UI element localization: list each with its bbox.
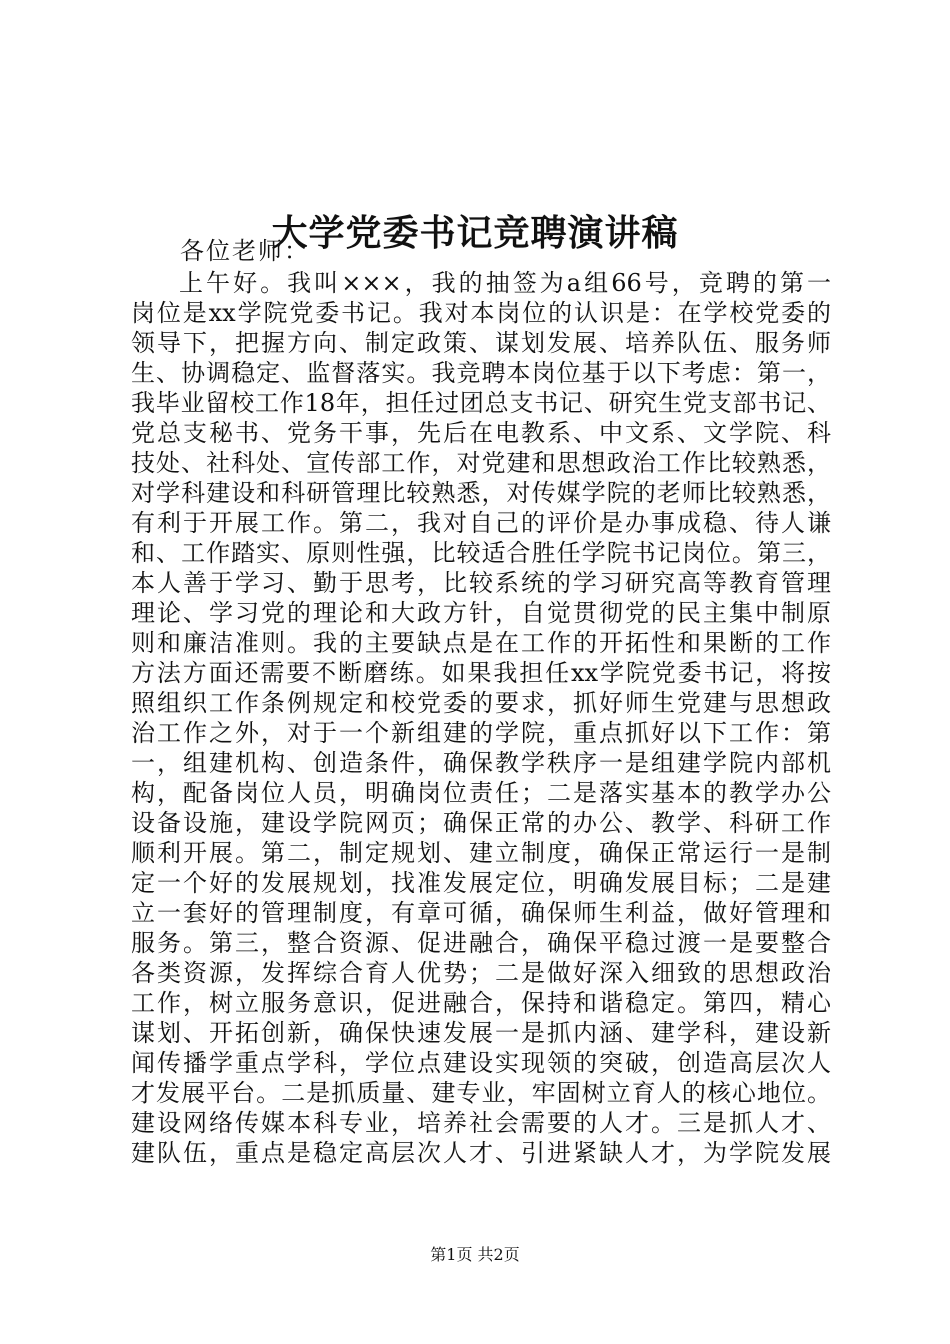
text-line: 定一个好的发展规划，找准发展定位，明确发展目标；二是建 <box>131 869 831 897</box>
text-line: 一，组建机构、创造条件，确保教学秩序一是组建学院内部机 <box>131 749 831 777</box>
text-line: 设备设施，建设学院网页；确保正常的办公、教学、科研工作 <box>131 809 831 837</box>
salutation: 各位老师： <box>180 237 310 265</box>
text-line: 岗位是xx学院党委书记。我对本岗位的认识是：在学校党委的 <box>131 299 831 327</box>
text-line: 和、工作踏实、原则性强，比较适合胜任学院书记岗位。第三， <box>131 539 831 567</box>
text-line: 谋划、开拓创新，确保快速发展一是抓内涵、建学科，建设新 <box>131 1019 831 1047</box>
text-line: 技处、社科处、宣传部工作，对党建和思想政治工作比较熟悉， <box>131 449 831 477</box>
text-line: 党总支秘书、党务干事，先后在电教系、中文系、文学院、科 <box>131 419 831 447</box>
text-line: 则和廉洁准则。我的主要缺点是在工作的开拓性和果断的工作 <box>131 629 831 657</box>
text-line: 服务。第三，整合资源、促进融合，确保平稳过渡一是要整合 <box>131 929 831 957</box>
page-indicator: 第1页 共2页 <box>430 1245 520 1264</box>
text-line: 生、协调稳定、监督落实。我竞聘本岗位基于以下考虑：第一， <box>131 359 831 387</box>
body-text <box>131 268 831 1168</box>
text-line: 领导下，把握方向、制定政策、谋划发展、培养队伍、服务师 <box>131 329 831 357</box>
text-line: 治工作之外，对于一个新组建的学院，重点抓好以下工作：第 <box>131 719 831 747</box>
text-line: 顺利开展。第二，制定规划、建立制度，确保正常运行一是制 <box>131 839 831 867</box>
text-line: 上午好。我叫×××，我的抽签为a组66号，竞聘的第一 <box>179 269 831 297</box>
text-line: 才发展平台。二是抓质量、建专业，牢固树立育人的核心地位。 <box>131 1079 831 1107</box>
text-line: 工作，树立服务意识，促进融合，保持和谐稳定。第四，精心 <box>131 989 831 1017</box>
text-line: 照组织工作条例规定和校党委的要求，抓好师生党建与思想政 <box>131 689 831 717</box>
text-line: 构，配备岗位人员，明确岗位责任；二是落实基本的教学办公 <box>131 779 831 807</box>
text-line: 立一套好的管理制度，有章可循，确保师生利益，做好管理和 <box>131 899 831 927</box>
text-line: 理论、学习党的理论和大政方针，自觉贯彻党的民主集中制原 <box>131 599 831 627</box>
text-line: 建设网络传媒本科专业，培养社会需要的人才。三是抓人才、 <box>131 1109 831 1137</box>
page-title: 大学党委书记竞聘演讲稿 <box>271 212 679 255</box>
text-line: 方法方面还需要不断磨练。如果我担任xx学院党委书记，将按 <box>131 659 831 687</box>
text-line: 建队伍，重点是稳定高层次人才、引进紧缺人才，为学院发展 <box>131 1139 831 1167</box>
text-line: 对学科建设和科研管理比较熟悉，对传媒学院的老师比较熟悉， <box>131 479 831 507</box>
text-line: 闻传播学重点学科，学位点建设实现领的突破，创造高层次人 <box>131 1049 831 1077</box>
text-line: 有利于开展工作。第二，我对自己的评价是办事成稳、待人谦 <box>131 509 831 537</box>
text-line: 各类资源，发挥综合育人优势；二是做好深入细致的思想政治 <box>131 959 831 987</box>
text-line: 我毕业留校工作18年，担任过团总支书记、研究生党支部书记、 <box>131 389 831 417</box>
text-line: 本人善于学习、勤于思考，比较系统的学习研究高等教育管理 <box>131 569 831 597</box>
